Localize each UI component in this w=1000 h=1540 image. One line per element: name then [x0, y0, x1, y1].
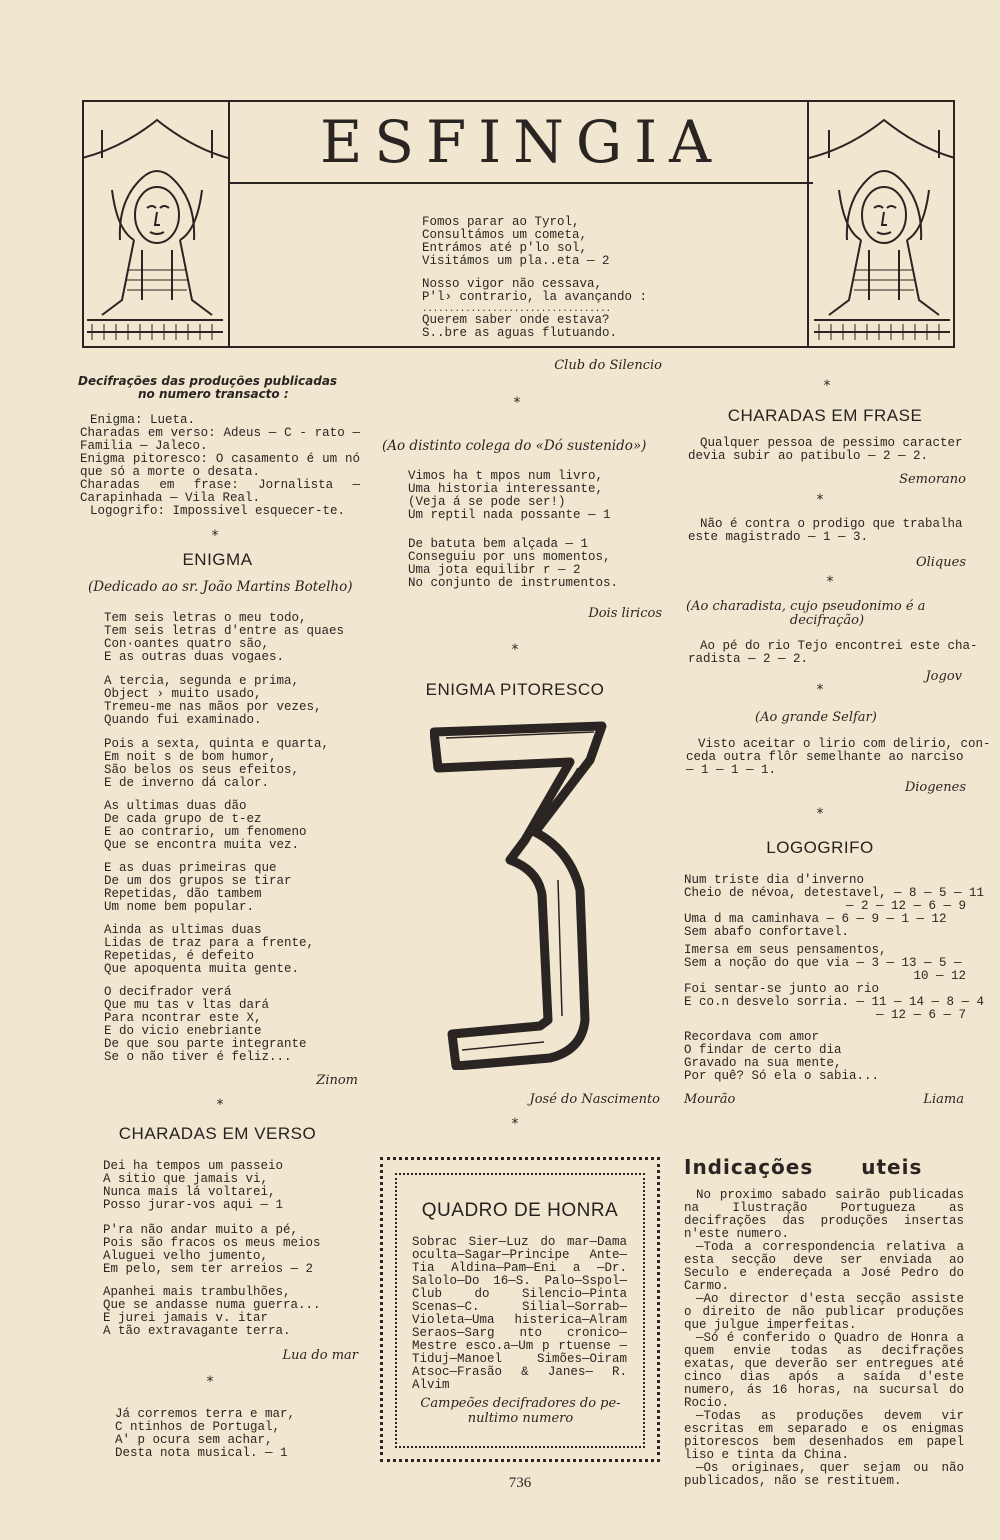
separator-star: * — [816, 806, 824, 822]
separator-star: * — [211, 528, 219, 544]
charada-frase-1 — [688, 437, 968, 463]
sphinx-icon — [82, 100, 228, 344]
poem-line: E ao contrario, um fenomeno — [104, 825, 307, 839]
poem-line: Uma historia interessante, — [408, 482, 604, 496]
poem-line: Que mu tas v ltas dará — [104, 998, 270, 1012]
poem-line: Já corremos terra e mar, — [115, 1407, 296, 1421]
poem-line: Uma d ma caminhava — 6 — 9 — 1 — 12 — [684, 912, 947, 926]
charadas-verso-stanza-4 — [115, 1408, 295, 1460]
text-line: radista — 2 — 2. — [688, 652, 809, 666]
charadas-verso-heading: CHARADAS EM VERSO — [118, 1124, 317, 1143]
poem-line: Lidas de traz para a frente, — [104, 936, 315, 950]
poem-line: (Veja á se pode ser!) — [408, 495, 566, 509]
author-lua-do-mar: Lua do mar — [282, 1348, 358, 1363]
page-title: ESFINGIA — [319, 108, 724, 176]
author-jogov: Jogov — [925, 669, 962, 684]
charadas-verso-stanza-2 — [103, 1224, 321, 1276]
poem-line: Querem saber onde estava? — [422, 313, 610, 327]
charada-frase-3-dedication — [686, 600, 968, 628]
separator-star: * — [511, 642, 519, 658]
separator-star: * — [816, 492, 824, 508]
poem-line: O decifrador verá — [104, 985, 232, 999]
indicacoes-body — [684, 1189, 964, 1488]
poem-line: Posso jurar-vos aqui — 1 — [103, 1198, 284, 1212]
poem-line: Recordava com amor — [684, 1030, 820, 1044]
poem-line: As ultimas duas dão — [104, 799, 247, 813]
poem-line: Repetidas, dão tambem — [104, 887, 262, 901]
poem-line: Tem seis letras o meu todo, — [104, 611, 307, 625]
poem-line: Um reptil nada possante — 1 — [408, 508, 611, 522]
charada-frase-4 — [686, 737, 991, 777]
poem-line: Nosso vigor não cessava, — [422, 277, 603, 291]
author-mourao: Mourão — [684, 1092, 736, 1107]
poem-line: Fomos parar ao Tyrol, — [422, 215, 580, 229]
poem-line: 10 — 12 — [913, 969, 966, 983]
decifracao-line: Enigma: Lueta. — [90, 413, 196, 427]
poem-line: Em noit s de bom humor, — [104, 750, 277, 764]
footer-line: Campeões decifradores do pe- — [420, 1396, 621, 1411]
charada-frase-2 — [688, 518, 968, 544]
indicacoes-paragraph: —Ao director d'esta secção assiste o direito de não publicar produções que julgue imperfeitas. — [684, 1292, 964, 1332]
poem-line: E do vicio enebriante — [104, 1024, 262, 1038]
decifracoes-title-line: no numero transacto : — [138, 387, 289, 401]
center-stanza-2 — [408, 538, 618, 590]
poem-line: Sem abafo confortavel. — [684, 925, 850, 939]
poem-line: Ainda as ultimas duas — [104, 923, 262, 937]
poem-line: A tão extravagante terra. — [103, 1324, 291, 1338]
enigma-stanza-4 — [104, 800, 307, 852]
footer-line: nultimo numero — [467, 1411, 574, 1426]
enigma-stanza-3 — [104, 738, 329, 790]
poem-line: Foi sentar-se junto ao rio — [684, 982, 880, 996]
poem-line: Em pelo, sem ter arreios — 2 — [103, 1262, 314, 1276]
poem-line: — 12 — 6 — 7 — [875, 1008, 966, 1022]
poem-line: Con·oantes quatro são, — [104, 637, 270, 651]
poem-line: Que apoquenta muita gente. — [104, 962, 300, 976]
decifracoes-title-line: Decifrações das produções publicadas — [78, 374, 338, 388]
author-oliques: Oliques — [915, 555, 966, 570]
poem-line: Para ncontrar este X, — [104, 1011, 262, 1025]
quadro-honra-list: Sobrac Sier—Luz do mar—Dama oculta—Sagar—Principe Ante—Tia Aldina—Pam—Eni a —Dr. Salolo—Do 16—S. Palo—Sspol—Club do Silencio—Pinta Scenas—C. Silial—Sorrab—Violeta—Uma histerica—Alram Seraos—Sarg nto cronico—Mestre esco.a—Um p rtuense —Tiduj—Manoel Simões—Oiram Atsoc—Frasão & Janes— R. Alvim — [412, 1235, 627, 1392]
poem-line: Vimos ha t mpos num livro, — [408, 469, 604, 483]
indicacoes-paragraph: —Os originaes, quer sejam ou não publicados, não se restituem. — [684, 1461, 964, 1488]
poem-line: De cada grupo de t-ez — [104, 812, 262, 826]
enigma-stanza-7 — [104, 986, 307, 1064]
poem-line: ................................... — [422, 304, 612, 314]
author-semorano: Semorano — [899, 472, 966, 487]
text-line: Ao pé do rio Tejo encontrei este cha- — [700, 639, 978, 653]
logogrifo-stanza-2 — [684, 943, 985, 1022]
separator-star: * — [823, 378, 831, 394]
separator-star: * — [826, 574, 834, 590]
poem-line: E as duas primeiras que — [104, 861, 277, 875]
poem-line: Repetidas, é defeito — [104, 949, 255, 963]
separator-star: * — [816, 682, 824, 698]
poem-line: Num triste dia d'inverno — [684, 873, 865, 887]
poem-line: Aluguei velho jumento, — [103, 1249, 269, 1263]
poem-line: Por quê? Só ela o sabia... — [684, 1069, 880, 1083]
poem-line: C ntinhos de Portugal, — [115, 1420, 281, 1434]
decifracoes-title — [78, 375, 363, 401]
indicacoes-paragraph: —Todas as produções devem vir escritas em separado e os enigmas pitorescos bem desenhados em papel liso e tinta da China. — [684, 1409, 964, 1462]
decifracoes-list — [80, 413, 360, 518]
sphinx-illustration-left — [82, 100, 230, 348]
poem-line: E as outras duas vogaes. — [104, 650, 285, 664]
poem-line: E co.n desvelo sorria. — 11 — 14 — 8 — 4 — [684, 995, 985, 1009]
author-liama: Liama — [923, 1092, 964, 1107]
center-dedication: (Ao distinto colega do «Dó sustenido») — [382, 438, 647, 454]
center-poem-stanza-1 — [422, 216, 672, 268]
poem-line: P'l› contrario, la avançando : — [422, 290, 648, 304]
poem-line: Gravado na sua mente, — [684, 1056, 842, 1070]
quadro-honra-heading: QUADRO DE HONRA — [421, 1200, 619, 1221]
text-line: este magistrado — 1 — 3. — [688, 530, 869, 544]
charadas-verso-stanza-3 — [103, 1286, 321, 1338]
poem-line: Tremeu-me nas mãos por vezes, — [104, 700, 322, 714]
indicacoes-paragraph: —Toda a correspondencia relativa a esta secção deve ser enviada ao Seculo e endereçada a José Pedro do Carmo. — [684, 1240, 964, 1293]
dedication-line: decifração) — [789, 613, 865, 628]
logogrifo-stanza-3 — [684, 1031, 879, 1083]
poem-line: Tem seis letras d'entre as quaes — [104, 624, 345, 638]
poem-line: Visitámos um pla..eta — 2 — [422, 254, 610, 268]
poem-line: Uma jota equilibr r — 2 — [408, 563, 581, 577]
poem-line: O findar de certo dia — [684, 1043, 842, 1057]
poem-line: No conjunto de instrumentos. — [408, 576, 619, 590]
author-jose-do-nascimento: José do Nascimento — [529, 1092, 660, 1107]
decifracao-line: Enigma pitoresco: O casamento é um nó que só a morte o desata. — [80, 452, 360, 479]
poem-line: Pois a sexta, quinta e quarta, — [104, 737, 330, 751]
enigma-pitoresco-figure — [430, 720, 610, 1070]
page-number: 736 — [508, 1475, 532, 1491]
center-poem-stanza-2 — [422, 278, 672, 340]
logogrifo-stanza-1 — [684, 873, 985, 939]
decifracao-line: Charadas em verso: Adeus — C - rato — Familia — Jaleco. — [80, 426, 360, 453]
enigma-stanza-2 — [104, 675, 322, 727]
poem-line: Conseguiu por uns momentos, — [408, 550, 611, 564]
enigma-stanza-1 — [104, 612, 344, 664]
charadas-verso-stanza-1 — [103, 1160, 283, 1212]
poem-line: De um dos grupos se tirar — [104, 874, 292, 888]
separator-star: * — [513, 395, 521, 411]
poem-line: E de inverno dá calor. — [104, 776, 270, 790]
poem-line: Sem a noção do que via — 3 — 13 — 5 — — [684, 956, 962, 970]
text-line: — 1 — 1 — 1. — [686, 763, 777, 777]
separator-star: * — [216, 1097, 224, 1113]
poem-line: Imersa em seus pensamentos, — [684, 943, 887, 957]
enigma-dedication: (Dedicado ao sr. João Martins Botelho) — [88, 579, 353, 595]
poem-line: Object › muito usado, — [104, 687, 262, 701]
text-line: Visto aceitar o lirio com delirio, con- — [698, 737, 991, 751]
separator-star: * — [206, 1374, 214, 1390]
poem-line: A sitio que jamais vi, — [103, 1172, 269, 1186]
poem-line: S..bre as aguas flutuando. — [422, 326, 618, 340]
poem-line: P'ra não andar muito a pé, — [103, 1223, 299, 1237]
poem-line: São belos os seus efeitos, — [104, 763, 300, 777]
poem-line: Apanhei mais trambulhões, — [103, 1285, 291, 1299]
text-line: Qualquer pessoa de pessimo caracter — [700, 436, 963, 450]
poem-line: De batuta bem alçada — 1 — [408, 537, 589, 551]
poem-line: Que se encontra muita vez. — [104, 838, 300, 852]
text-line: ceda outra flôr semelhante ao narciso — [686, 750, 964, 764]
poem-line: Se o não tiver é feliz... — [104, 1050, 292, 1064]
header-title-box — [230, 100, 813, 184]
charadas-frase-heading: CHARADAS EM FRASE — [727, 406, 923, 425]
poem-line: E jurei jamais v. itar — [103, 1311, 269, 1325]
poem-line: Entrámos até p'lo sol, — [422, 241, 588, 255]
center-stanza-1 — [408, 470, 611, 522]
charada-frase-3 — [688, 639, 978, 666]
poem-line: — 2 — 12 — 6 — 9 — [845, 899, 966, 913]
enigma-heading: ENIGMA — [182, 550, 253, 569]
indicacoes-paragraph: —Só é conferido o Quadro de Honra a quem envie todas as decifrações exatas, que deverão ser entregues até cinco dias após a saída d'este numero, ás 16 horas, na sucursal do Rocio. — [684, 1331, 964, 1410]
poem-line: Que se andasse numa guerra... — [103, 1298, 321, 1312]
dedication-line: (Ao charadista, cujo pseudonimo é a — [686, 599, 926, 614]
poem-line: A' p ocura sem achar, — [115, 1433, 273, 1447]
poem-line: De que sou parte integrante — [104, 1037, 307, 1051]
decifracao-line: Logogrifo: Impossivel esquecer-te. — [90, 504, 346, 518]
indicacoes-heading-text: Indicações uteis — [684, 1155, 923, 1179]
indicacoes-paragraph: No proximo sabado sairão publicadas na Ilustração Portugueza as decifrações das produções insertas n'este numero. — [684, 1188, 964, 1241]
charada-frase-4-dedication: (Ao grande Selfar) — [755, 710, 877, 725]
logogrifo-heading: LOGOGRIFO — [766, 838, 874, 857]
author-club-do-silencio: Club do Silencio — [554, 358, 662, 373]
author-dois-liricos: Dois liricos — [588, 606, 662, 621]
poem-line: Pois são fracos os meus meios — [103, 1236, 321, 1250]
quadro-honra-footer — [408, 1396, 633, 1426]
poem-line: Cheio de névoa, detestavel, — 8 — 5 — 11 — [684, 886, 985, 900]
poem-line: Consultámos um cometa, — [422, 228, 588, 242]
text-line: Não é contra o prodigo que trabalha — [700, 517, 963, 531]
author-zinom: Zinom — [316, 1073, 358, 1088]
indicacoes-heading — [684, 1155, 964, 1179]
author-diogenes: Diogenes — [904, 780, 966, 795]
poem-line: A tercia, segunda e prima, — [104, 674, 300, 688]
poem-line: Dei ha tempos um passeio — [103, 1159, 284, 1173]
enigma-stanza-6 — [104, 924, 314, 976]
sphinx-illustration-right — [807, 100, 955, 348]
sphinx-icon — [809, 100, 955, 344]
separator-star: * — [511, 1116, 519, 1132]
poem-line: Desta nota musical. — 1 — [115, 1446, 288, 1460]
decifracao-line: Charadas em frase: Jornalista — Carapinhada — Vila Real. — [80, 478, 360, 505]
poem-line: Quando fui examinado. — [104, 713, 262, 727]
poem-line: Nunca mais lá voltarei, — [103, 1185, 276, 1199]
poem-line: Um nome bem popular. — [104, 900, 255, 914]
enigma-stanza-5 — [104, 862, 292, 914]
text-line: devia subir ao patibulo — 2 — 2. — [688, 449, 929, 463]
enigma-pitoresco-heading: ENIGMA PITORESCO — [425, 680, 605, 699]
numeral-three-figure — [430, 720, 610, 1070]
